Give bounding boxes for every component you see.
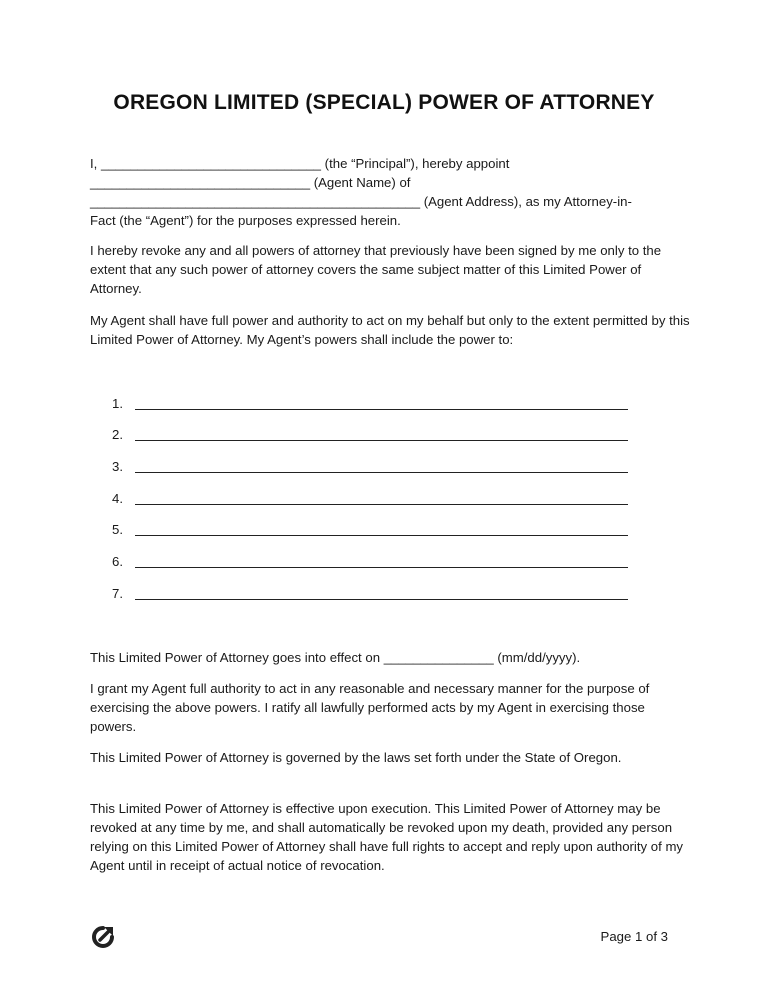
principal-line: I, ______________________________ (the “Principal”), hereby appoint bbox=[90, 156, 510, 171]
list-item bbox=[112, 425, 632, 444]
blank-line bbox=[135, 535, 628, 536]
curved-arrow-logo-icon bbox=[90, 924, 116, 950]
effective-date-paragraph: This Limited Power of Attorney goes into effect on _______________ (mm/dd/yyyy). bbox=[90, 650, 581, 665]
attorney-in-fact-line: Fact (the “Agent”) for the purposes expressed herein. bbox=[90, 213, 401, 228]
list-number: 6. bbox=[112, 554, 123, 569]
list-item bbox=[112, 457, 632, 476]
blank-line bbox=[135, 409, 628, 410]
agent-address-line: _____________________________________________ (Agent Address), as my Attorney-in- bbox=[90, 194, 632, 209]
list-number: 5. bbox=[112, 522, 123, 537]
list-item bbox=[112, 520, 632, 539]
blank-line bbox=[135, 440, 628, 441]
blank-line bbox=[135, 567, 628, 568]
document-title: OREGON LIMITED (SPECIAL) POWER OF ATTORNEY bbox=[113, 91, 655, 114]
list-item bbox=[112, 394, 632, 413]
execution-paragraph: This Limited Power of Attorney is effective upon execution. This Limited Power of Attorney may be revoked at any time by me, and shall automatically be revoked upon my death, provided any person relying on this Limited Power of Attorney shall have full rights to accept and reply upon authority of my Agent until in receipt of actual notice of revocation. bbox=[90, 801, 684, 873]
page-number: Page 1 of 3 bbox=[600, 929, 668, 944]
grant-paragraph: I grant my Agent full authority to act in any reasonable and necessary manner for the purpose of exercising the above powers. I ratify all lawfully performed acts by my Agent in exercising those powers. bbox=[90, 681, 650, 734]
list-item bbox=[112, 489, 632, 508]
blank-line bbox=[135, 599, 628, 600]
governing-law-paragraph: This Limited Power of Attorney is governed by the laws set forth under the State of Oregon. bbox=[90, 750, 622, 765]
authority-paragraph: My Agent shall have full power and authority to act on my behalf but only to the extent permitted by this Limited Power of Attorney. My Agent’s powers shall include the power to: bbox=[90, 313, 690, 347]
agent-name-line: ______________________________ (Agent Name) of bbox=[90, 175, 411, 190]
revoke-paragraph: I hereby revoke any and all powers of attorney that previously have been signed by me only to the extent that any such power of attorney covers the same subject matter of this Limited Power of Attorney. bbox=[90, 243, 662, 296]
list-item bbox=[112, 552, 632, 571]
blank-line bbox=[135, 504, 628, 505]
list-number: 7. bbox=[112, 586, 123, 601]
blank-line bbox=[135, 472, 628, 473]
list-number: 1. bbox=[112, 396, 123, 411]
list-item bbox=[112, 584, 632, 603]
list-number: 4. bbox=[112, 491, 123, 506]
list-number: 2. bbox=[112, 427, 123, 442]
list-number: 3. bbox=[112, 459, 123, 474]
